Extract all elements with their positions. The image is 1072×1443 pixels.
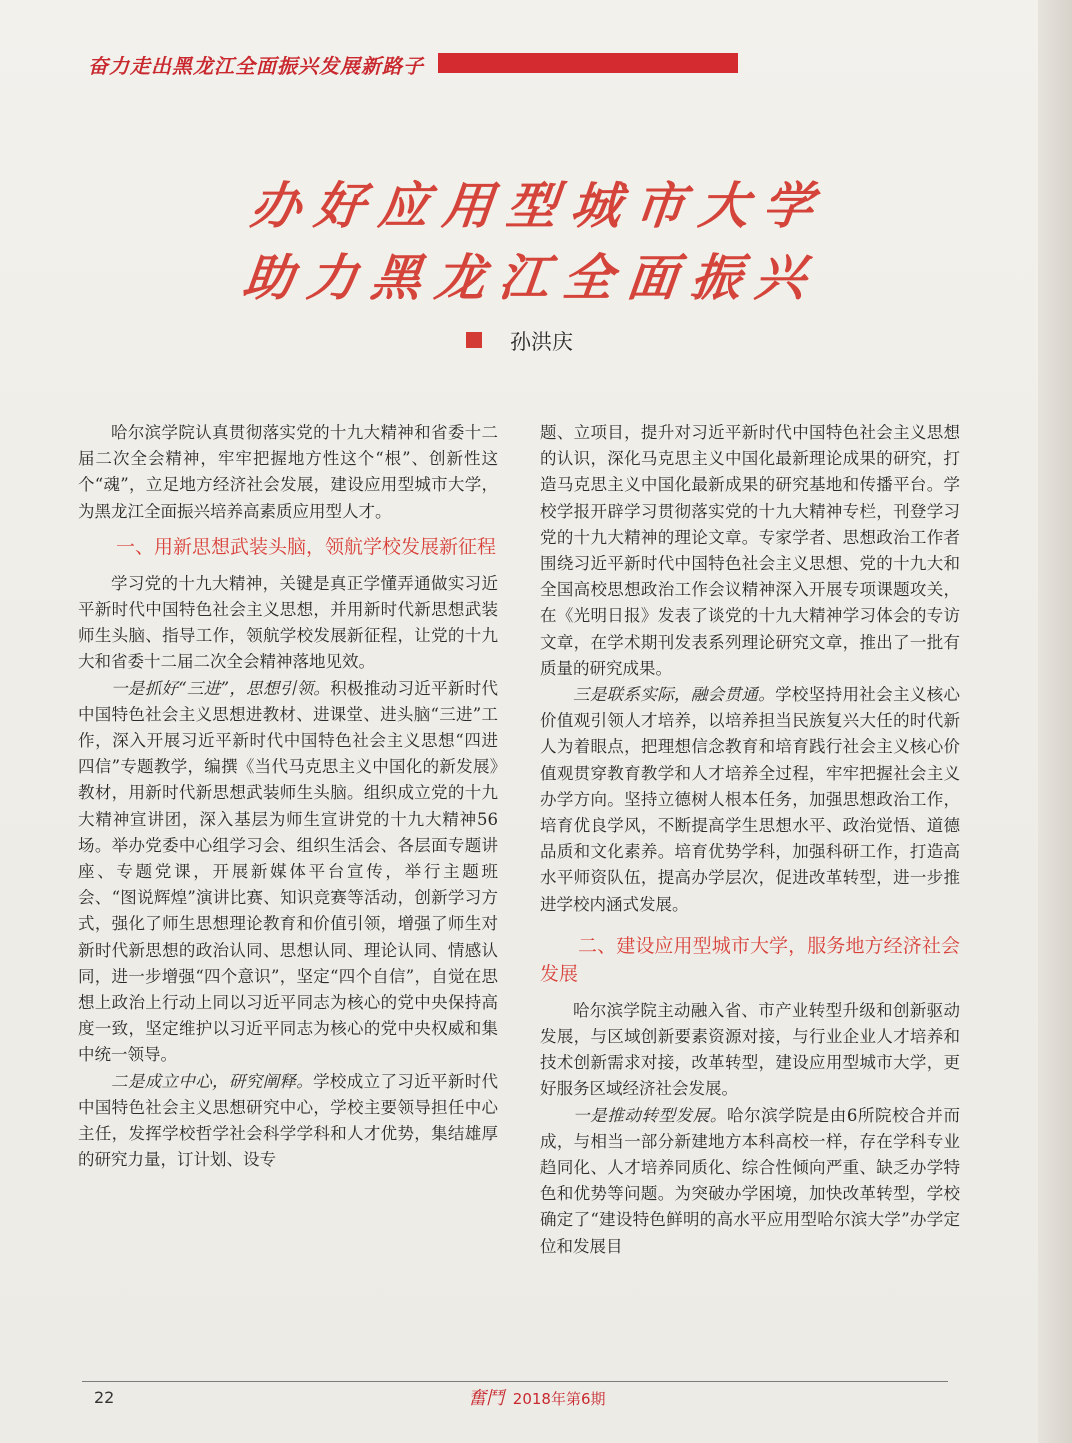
paragraph-lead: 二是成立中心，研究阐释。 [111, 1071, 314, 1091]
left-column [78, 420, 498, 1173]
paragraph-lead: 一是推动转型发展。 [573, 1105, 728, 1125]
body-paragraph: 哈尔滨学院主动融入省、市产业转型升级和创新驱动发展，与区域创新要素资源对接，与行业企业人才培养和技术创新需求对接，改革转型，建设应用型城市大学，更好服务区域经济社会发展。 [540, 1000, 960, 1099]
journal-issue: 2018年第6期 [512, 1390, 606, 1408]
paragraph-text: 学校成立了习近平新时代中国特色社会主义思想研究中心，学校主要领导担任中心主任，发挥学校哲学社会科学学科和人才优势，集结雄厚的研究力量，订计划、设专 [78, 1071, 499, 1170]
body-paragraph: 学习党的十九大精神，关键是真正学懂弄通做实习近平新时代中国特色社会主义思想，并用新时代新思想武装师生头脑、指导工作，领航学校发展新征程，让党的十九大和省委十二届二次全会精神落地见效。 [78, 573, 498, 672]
author-name: 孙洪庆 [510, 330, 573, 354]
journal-logo: 奮鬥 [468, 1388, 504, 1409]
section-header [80, 46, 738, 80]
author-byline [466, 326, 666, 356]
byline-square-icon [466, 332, 482, 348]
section-heading-1: 一、用新思想武装头脑，领航学校发展新征程 [116, 535, 497, 558]
paragraph-text: 哈尔滨学院是由6所院校合并而成，与相当一部分新建地方本科高校一样，存在学科专业趋同化、人才培养同质化、综合性倾向严重、缺乏办学特色和优势等问题。为突破办学困境，加快改革转型，学校确定了“建设特色鲜明的高水平应用型哈尔滨大学”办学定位和发展目 [540, 1105, 961, 1256]
section-heading-2: 二、建设应用型城市大学，服务地方经济社会发展 [540, 934, 960, 985]
section-header-title: 奋力走出黑龙江全面振兴发展新路子 [88, 54, 424, 78]
body-paragraph [78, 676, 498, 1069]
section-header-red-bar [438, 53, 738, 73]
article-title-line1: 办好应用型城市大学 [247, 176, 830, 235]
article-title-line2: 助力黑龙江全面振兴 [240, 248, 823, 307]
footer-rule [82, 1381, 948, 1382]
journal-footer [468, 1384, 606, 1410]
paragraph-text: 积极推动习近平新时代中国特色社会主义思想进教材、进课堂、进头脑“三进”工作，深入开展习近平新时代中国特色社会主义思想“四进四信”专题教学，编撰《当代马克思主义中国化的新发展》教材，用新时代新思想武装师生头脑。组织成立党的十九大精神宣讲团，深入基层为师生宣讲党的十九大精神56场。举办党委中心组学习会、组织生活会、各层面专题讲座、专题党课，开展新媒体平台宣传，举行主题班会、“图说辉煌”演讲比赛、知识竞赛等活动，创新学习方式，强化了师生思想理论教育和价值引领，增强了师生对新时代新思想的政治认同、思想认同、理论认同、情感认同，进一步增强“四个意识”，坚定“四个自信”，自觉在思想上政治上行动上同以习近平同志为核心的党中央保持高度一致，坚定维护以习近平同志为核心的党中央权威和集中统一领导。 [78, 678, 499, 1065]
intro-paragraph: 哈尔滨学院认真贯彻落实党的十九大精神和省委十二届二次全会精神，牢牢把握地方性这个“根”、创新性这个“魂”，立足地方经济社会发展，建设应用型城市大学，为黑龙江全面振兴培养高素质应用型人才。 [78, 423, 498, 521]
page-spine [1038, 0, 1072, 1443]
paragraph-lead: 一是抓好“三进”，思想引领。 [111, 678, 331, 698]
body-paragraph [78, 1069, 498, 1174]
body-paragraph [540, 682, 960, 918]
article-title [142, 170, 927, 314]
paragraph-lead: 三是联系实际，融会贯通。 [573, 685, 776, 705]
body-paragraph [540, 1103, 960, 1260]
body-paragraph: 题、立项目，提升对习近平新时代中国特色社会主义思想的认识，深化马克思主义中国化最新理论成果的研究，打造马克思主义中国化最新成果的研究基地和传播平台。学校学报开辟学习贯彻落实党的十九大精神专栏，刊登学习党的十九大精神的理论文章。专家学者、思想政治工作者围绕习近平新时代中国特色社会主义思想、党的十九大和全国高校思想政治工作会议精神深入开展专项课题攻关，在《光明日报》发表了谈党的十九大精神学习体会的专访文章，在学术期刊发表系列理论研究文章，推出了一批有质量的研究成果。 [540, 423, 960, 678]
page-number: 22 [94, 1388, 115, 1407]
right-column [540, 420, 960, 1260]
paragraph-text: 学校坚持用社会主义核心价值观引领人才培养，以培养担当民族复兴大任的时代新人为着眼点，把理想信念教育和培育践行社会主义核心价值观贯穿教育教学和人才培养全过程，牢牢把握社会主义办学方向。坚持立德树人根本任务，加强思想政治工作，培育优良学风，不断提高学生思想水平、政治觉悟、道德品质和文化素养。培育优势学科，加强科研工作，打造高水平师资队伍，提高办学层次，促进改革转型，进一步推进学校内涵式发展。 [540, 685, 961, 914]
